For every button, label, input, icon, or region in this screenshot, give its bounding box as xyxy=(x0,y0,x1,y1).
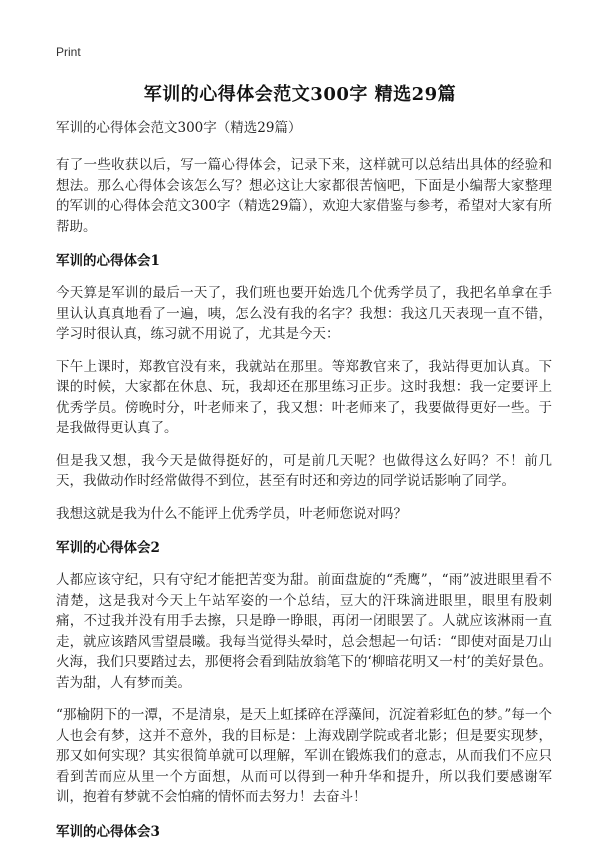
section-heading-2: 军训的心得体会2 xyxy=(56,540,160,556)
section-2-paragraph-2: “那榆阴下的一潭，不是清泉，是天上虹揉碎在浮藻间，沉淀着彩虹色的梦。”每一个人也会有梦，这并不意外，我的目标是：上海戏剧学院或者北影；但是要实现梦，那又如何实现？其实很简单就可以理解，军训在锻炼我们的意志，从而我们不应只看到苦而应从里一个方面想，从而可以得到一种升华和提升，所以我们要感谢军训，抱着有梦就不会怕痛的情怀而去努力！去奋斗！ xyxy=(56,707,552,805)
section-1-paragraph-1: 今天算是军训的最后一天了，我们班也要开始选几个优秀学员了，我把名单拿在手里认认真真地看了一遍，咦，怎么没有我的名字？我想：我这几天表现一直不错，学习时很认真，练习就不用说了，尤其是今天： xyxy=(56,285,552,342)
section-2-paragraph-1: 人都应该守纪，只有守纪才能把苦变为甜。前面盘旋的“秃鹰”，“雨”波进眼里看不清楚，这是我对今天上午站军姿的一个总结，豆大的汗珠滴进眼里，眼里有股刺痛，不过我并没有用手去擦，只是睁一睁眼，再闭一闭眼罢了。人就应该淋雨一直走，就应该踏风雪望晨曦。我每当觉得头晕时，总会想起一句话：“即使对面是刀山火海，我们只要踏过去，那便将会看到陆放翁笔下的‘柳暗花明又一村’的美好景色。苦为甜，人有梦而美。 xyxy=(56,572,552,691)
print-link[interactable]: Print xyxy=(56,45,81,59)
section-heading-1: 军训的心得体会1 xyxy=(56,253,160,269)
page-title: 军训的心得体会范文300字 精选29篇 xyxy=(143,84,457,105)
section-1-paragraph-3: 但是我又想，我今天是做得挺好的，可是前几天呢？也做得这么好吗？不！前几天，我做动作时经常做得不到位，甚至有时还和旁边的同学说话影响了同学。 xyxy=(56,452,552,489)
intro-paragraph: 有了一些收获以后，写一篇心得体会，记录下来，这样就可以总结出具体的经验和想法。那么心得体会该怎么写？想必这让大家都很苦恼吧，下面是小编帮大家整理的军训的心得体会范文300字（精选29篇），欢迎大家借鉴与参考，希望对大家有所帮助。 xyxy=(56,157,552,235)
subtitle: 军训的心得体会范文300字（精选29篇） xyxy=(56,120,302,136)
section-heading-3: 军训的心得体会3 xyxy=(56,823,160,840)
section-1-paragraph-2: 下午上课时，郑教官没有来，我就站在那里。等郑教官来了，我站得更加认真。下课的时候，大家都在休息、玩，我却还在那里练习正步。这时我想：我一定要评上优秀学员。傍晚时分，叶老师来了，我又想：叶老师来了，我要做得更好一些。于是我做得更认真了。 xyxy=(56,358,552,436)
article-body xyxy=(56,118,552,854)
section-1-paragraph-4: 我想这就是我为什么不能评上优秀学员，叶老师您说对吗？ xyxy=(56,505,407,522)
